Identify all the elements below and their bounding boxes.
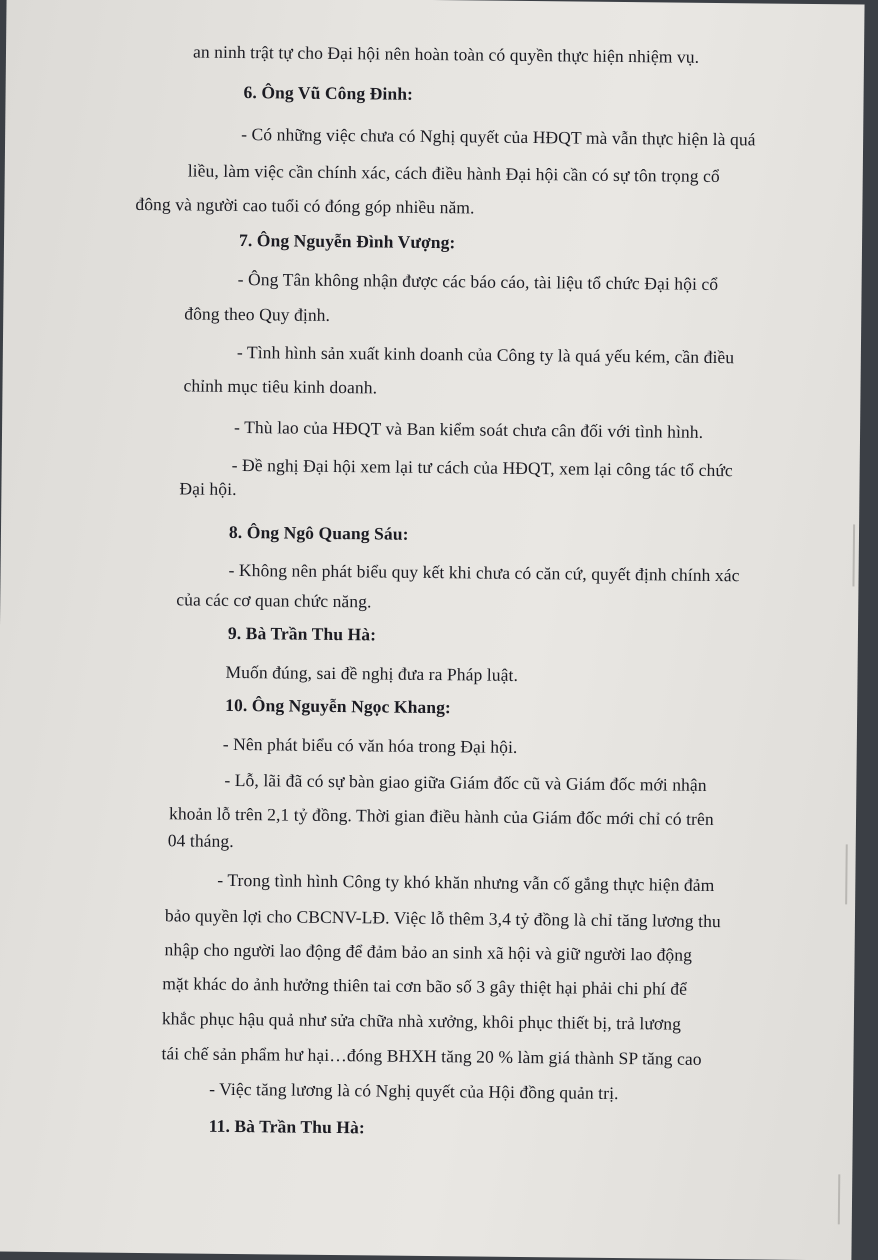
text-line: - Tình hình sản xuất kinh doanh của Công ty là quá yếu kém, cần điều	[236, 341, 735, 368]
section-heading: 11. Bà Trần Thu Hà:	[208, 1115, 365, 1138]
section-heading: 10. Ông Nguyễn Ngọc Khang:	[225, 694, 452, 718]
text-line: khắc phục hậu quả như sửa chữa nhà xưởng, khôi phục thiết bị, trả lương	[161, 1008, 682, 1034]
text-line: đông theo Quy định.	[184, 303, 331, 325]
section-heading: 6. Ông Vũ Công Đinh:	[243, 82, 414, 104]
text-line: 04 tháng.	[167, 830, 234, 851]
section-heading: 9. Bà Trần Thu Hà:	[227, 622, 377, 645]
text-line: - Nên phát biểu có văn hóa trong Đại hội.	[222, 733, 518, 757]
text-line: - Đề nghị Đại hội xem lại tư cách của HĐQT, xem lại công tác tổ chức	[231, 454, 733, 481]
text-line: của các cơ quan chức năng.	[176, 589, 372, 612]
text-line: bảo quyền lợi cho CBCNV-LĐ. Việc lỗ thêm 3,4 tỷ đồng là chỉ tăng lương thu	[164, 905, 721, 932]
text-line: chỉnh mục tiêu kinh doanh.	[183, 375, 378, 398]
text-line: liều, làm việc cần chính xác, cách điều hành Đại hội cần có sự tôn trọng cổ	[187, 160, 720, 187]
section-heading: 7. Ông Nguyễn Đình Vượng:	[238, 229, 456, 253]
text-line: - Thù lao của HĐQT và Ban kiểm soát chưa cân đối với tình hình.	[233, 416, 704, 442]
text-line: - Việc tăng lương là có Nghị quyết của Hội đồng quản trị.	[209, 1078, 619, 1104]
text-line: mặt khác do ảnh hưởng thiên tai cơn bão số 3 gây thiệt hại phải chi phí để	[162, 973, 688, 999]
binding-edge-mark	[852, 524, 855, 586]
text-line: - Trong tình hình Công ty khó khăn nhưng vẫn cố gắng thực hiện đảm	[217, 869, 715, 896]
text-line: - Không nên phát biểu quy kết khi chưa có căn cứ, quyết định chính xác	[228, 559, 740, 586]
text-line: Đại hội.	[179, 478, 237, 499]
section-heading: 8. Ông Ngô Quang Sáu:	[228, 521, 409, 544]
text-line: - Có những việc chưa có Nghị quyết của HĐQT mà vẫn thực hiện là quá	[241, 124, 756, 150]
text-line: nhập cho người lao động để đảm bảo an sinh xã hội và giữ người lao động	[164, 939, 693, 965]
text-line: an ninh trật tự cho Đại hội nên hoàn toàn có quyền thực hiện nhiệm vụ.	[192, 41, 700, 67]
text-line: đông và người cao tuổi có đóng góp nhiều năm.	[135, 193, 475, 218]
text-line: Muốn đúng, sai đề nghị đưa ra Pháp luật.	[225, 661, 519, 685]
text-line: tái chế sản phẩm hư hại…đóng BHXH tăng 20 % làm giá thành SP tăng cao	[161, 1043, 702, 1069]
text-line: - Ông Tân không nhận được các báo cáo, tài liệu tổ chức Đại hội cổ	[237, 268, 719, 295]
text-line: - Lỗ, lãi đã có sự bàn giao giữa Giám đốc cũ và Giám đốc mới nhận	[224, 769, 707, 795]
binding-edge-mark	[845, 844, 848, 904]
text-line: khoản lỗ trên 2,1 tỷ đồng. Thời gian điều hành của Giám đốc mới chỉ có trên	[168, 803, 714, 829]
binding-edge-mark	[838, 1174, 841, 1224]
